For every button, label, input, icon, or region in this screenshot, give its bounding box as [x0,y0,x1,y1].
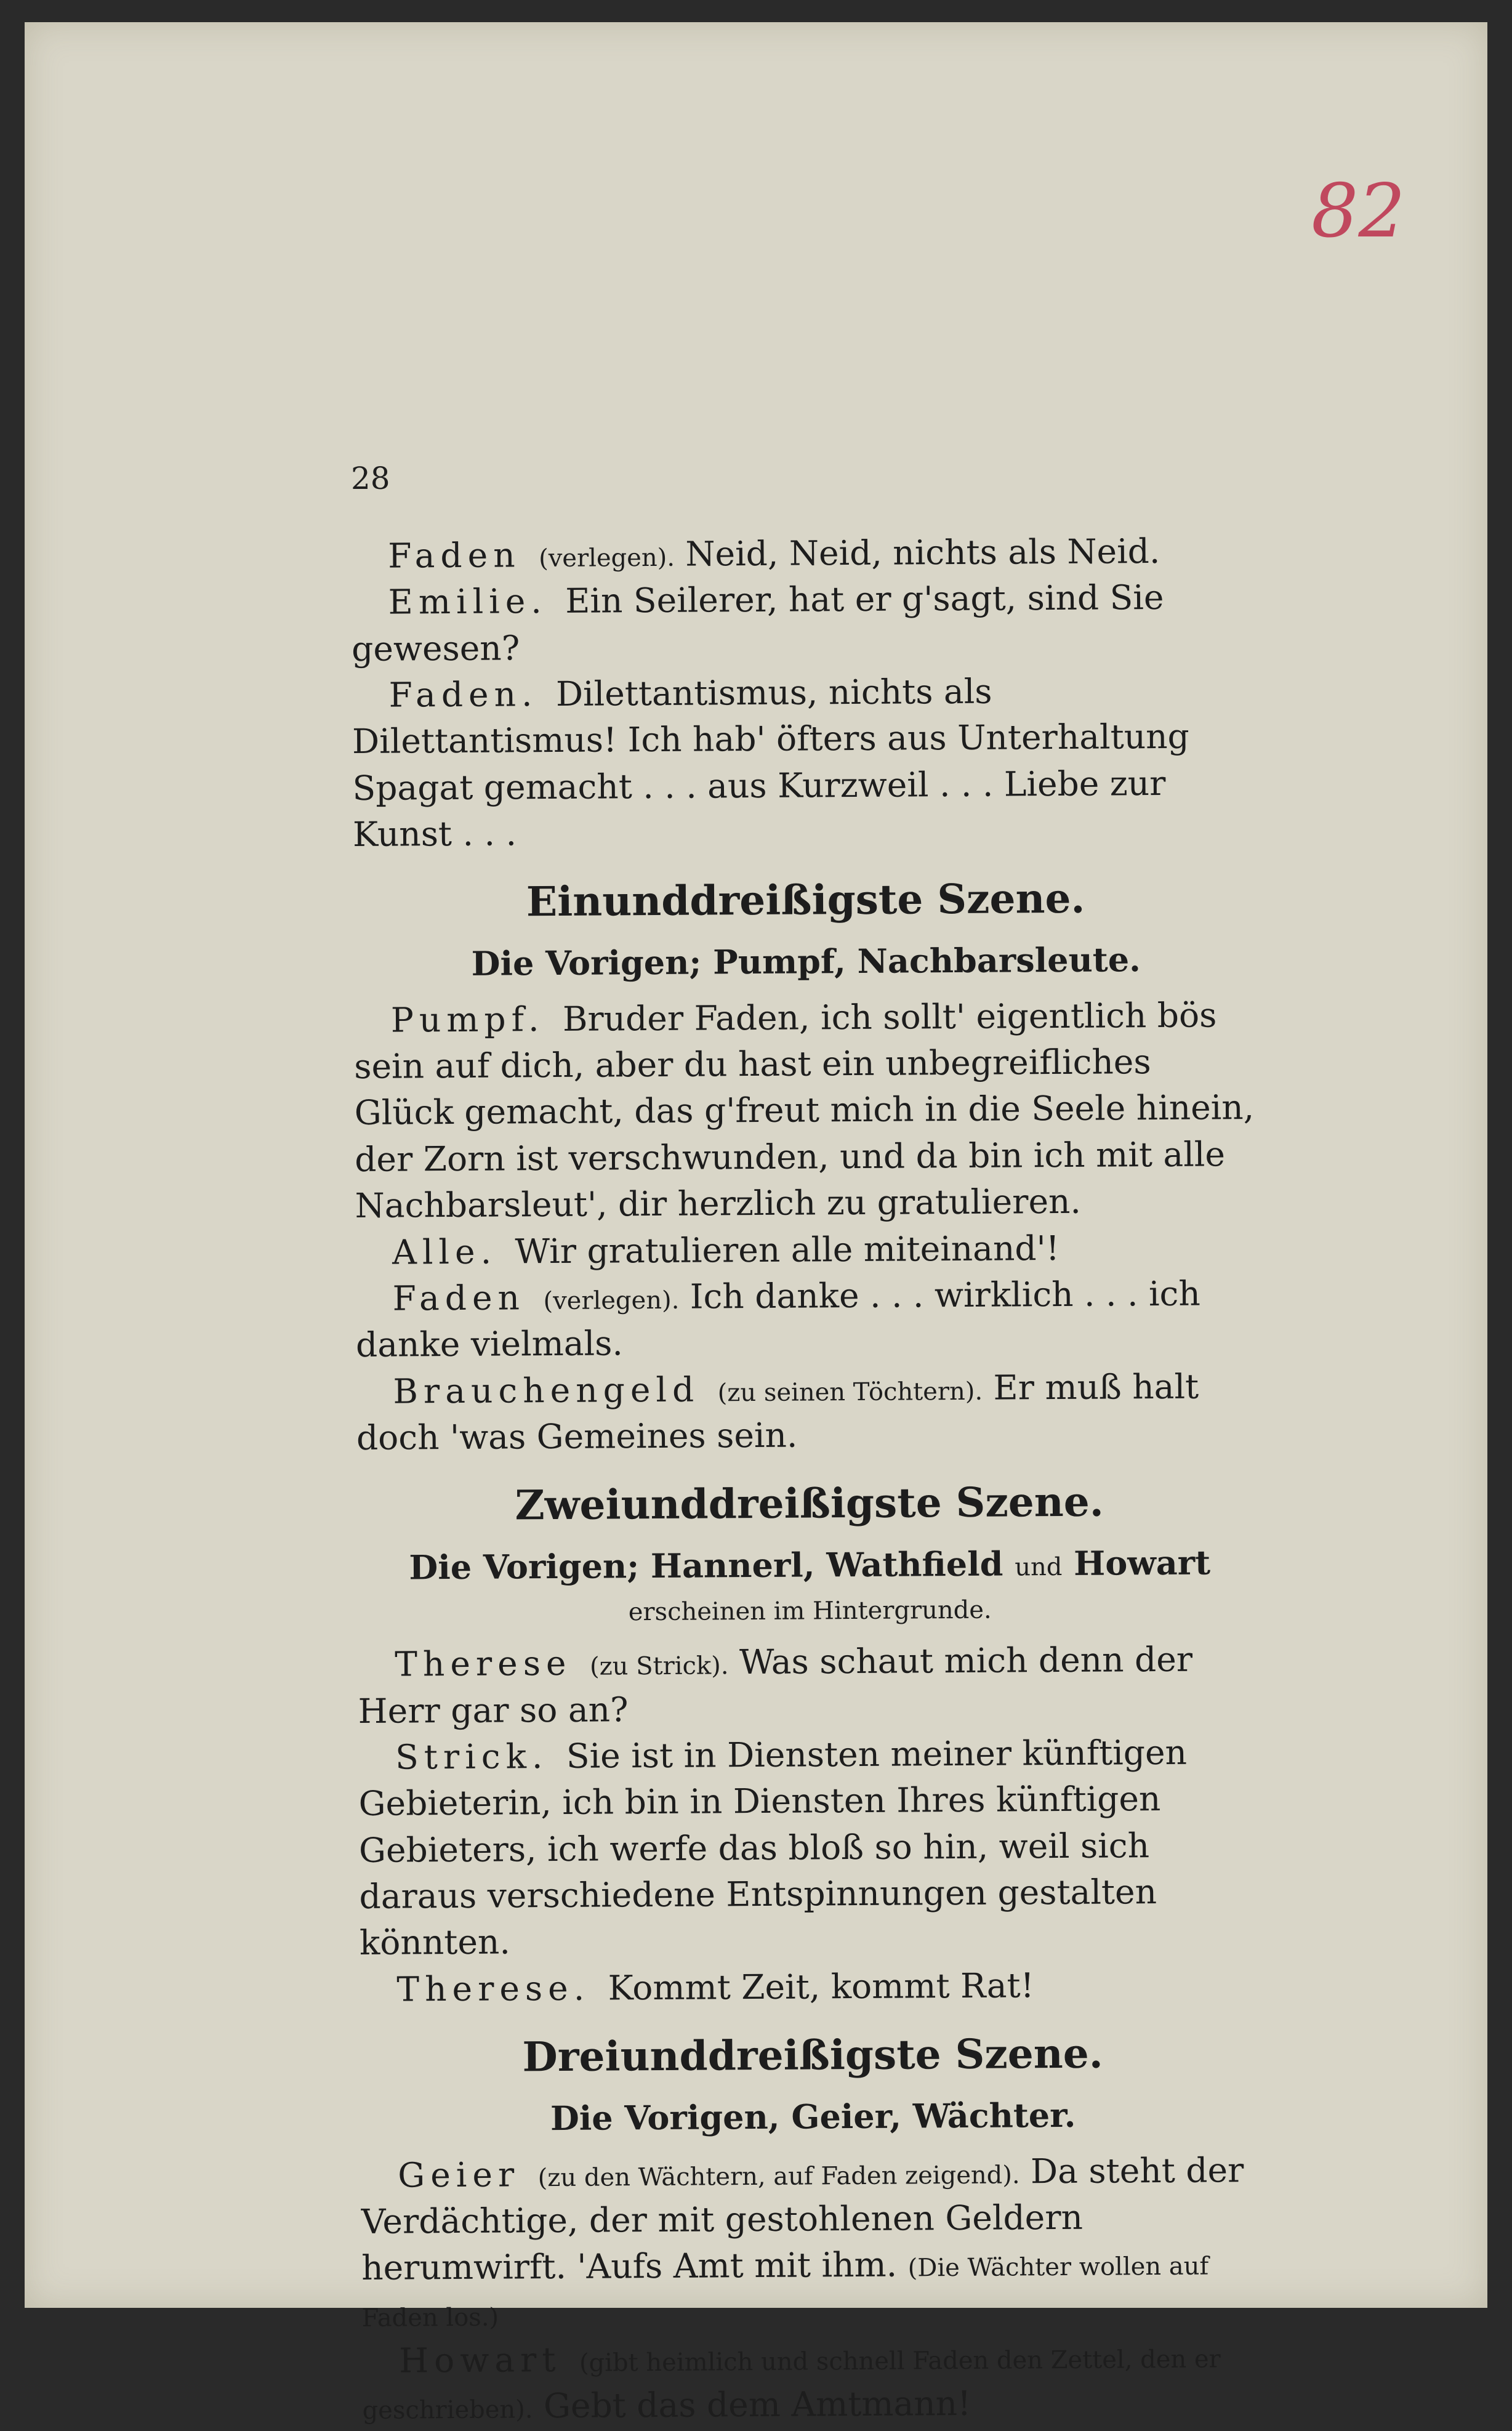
speaker: Faden. [388,674,538,715]
speaker: Strick. [395,1736,549,1777]
stage-direction: (zu seinen Töchtern). [717,1377,983,1407]
stage-direction: (gibt heimlich und schnell Faden den Zettel, den er geschrieben). [362,2345,1221,2425]
stage-direction: (zu Strick). [589,1651,729,1682]
speech: Er muß halt doch 'was Gemeines sein. [356,1366,1199,1457]
speech: Da steht der Verdächtige, der mit gestohlenen Geldern herumwirft. 'Aufs Amt mit ihm. [361,2150,1244,2288]
stage-direction: (Die Wächter wollen auf Faden los.) [361,2252,1209,2332]
dialogue-line [361,2147,1267,2337]
scene-cast: Die Vorigen; Pumpf, Nachbarsleute. [471,939,1141,983]
speech: Neid, Neid, nichts als Neid. [685,531,1160,574]
scene-heading: Einunddreißigste Szene. [526,874,1085,926]
scene-cast: Die Vorigen, Geier, Wächter. [550,2095,1076,2138]
speaker: Brauchengeld [393,1369,700,1411]
speech: Ich danke . . . wirklich . . . ich danke vielmals. [355,1273,1200,1365]
speech: Was schaut mich denn der Herr gar so an? [358,1640,1193,1731]
dialogue-line [358,1636,1263,1735]
speech: Ein Seilerer, hat er g'sagt, sind Sie gewesen? [351,578,1164,669]
dialogue-line [358,1729,1265,1967]
stage-direction: (verlegen). [539,543,675,573]
speaker: Faden [388,535,521,576]
page-number: 28 [351,461,390,496]
speech: Dilettantismus, nichts als Dilettantismus! Ich hab' öfters aus Unterhaltung Spagat gemacht . . . aus Kurzweil . . . Liebe zur Kunst . . . [352,671,1189,855]
dialogue-line [351,528,1256,579]
dialogue-line [360,1961,1265,2013]
cast-conjunction: und [1015,1552,1063,1582]
cast-names: Die Vorigen; Hannerl, Wathfield [409,1544,1003,1587]
stage-direction: (verlegen). [543,1286,680,1315]
cast-names: Howart [1073,1542,1211,1583]
dialogue-line [355,1224,1260,1275]
scene-heading: Zweiunddreißigste Szene. [515,1477,1104,1530]
page-sheet [25,22,1487,2426]
dialogue-line [351,574,1257,672]
speaker: Alle. [392,1232,497,1272]
scene-cast-note: erscheinen im Hintergrunde. [628,1595,992,1626]
speech: Kommt Zeit, kommt Rat! [608,1965,1034,2008]
speech: Sie ist in Diensten meiner künftigen Gebieterin, ich bin in Diensten Ihres künftigen Gebieters, ich werfe das bloß so hin, weil sich daraus verschiedene Entspinnungen gestalten könnten. [358,1732,1188,1963]
speaker: Geier [398,2154,520,2195]
speaker: Therese. [396,1968,590,2009]
speech: Bruder Faden, ich sollt' eigentlich bös sein auf dich, aber du hast ein unbegreifliches Glück gemacht, das g'freut mich in die Seele hinein, der Zorn ist verschwunden, und da bin ich mit alle Nachbarsleut', dir herzlich zu gratulieren. [354,995,1255,1226]
dialogue-line [352,667,1258,858]
dialogue-line [362,2332,1268,2431]
speaker: Therese [395,1643,572,1684]
dialogue-line [355,1270,1261,1369]
folio-number: 82 [1311,169,1405,254]
stage-direction: (zu den Wächtern, auf Faden zeigend). [537,2160,1020,2192]
scene-cast [357,1540,1262,1591]
dialogue-line [356,1363,1261,1462]
speaker: Emilie. [388,581,547,622]
speech: Gebt das dem Amtmann! [543,2384,971,2426]
speech: Wir gratulieren alle miteinand'! [515,1228,1060,1271]
speaker: Pumpf. [390,999,545,1040]
speaker: Faden [392,1278,526,1318]
dialogue-line [354,992,1260,1230]
scene-heading: Dreiunddreißigste Szene. [522,2029,1103,2081]
speaker: Howart [398,2339,561,2381]
play-text [351,528,1268,2431]
